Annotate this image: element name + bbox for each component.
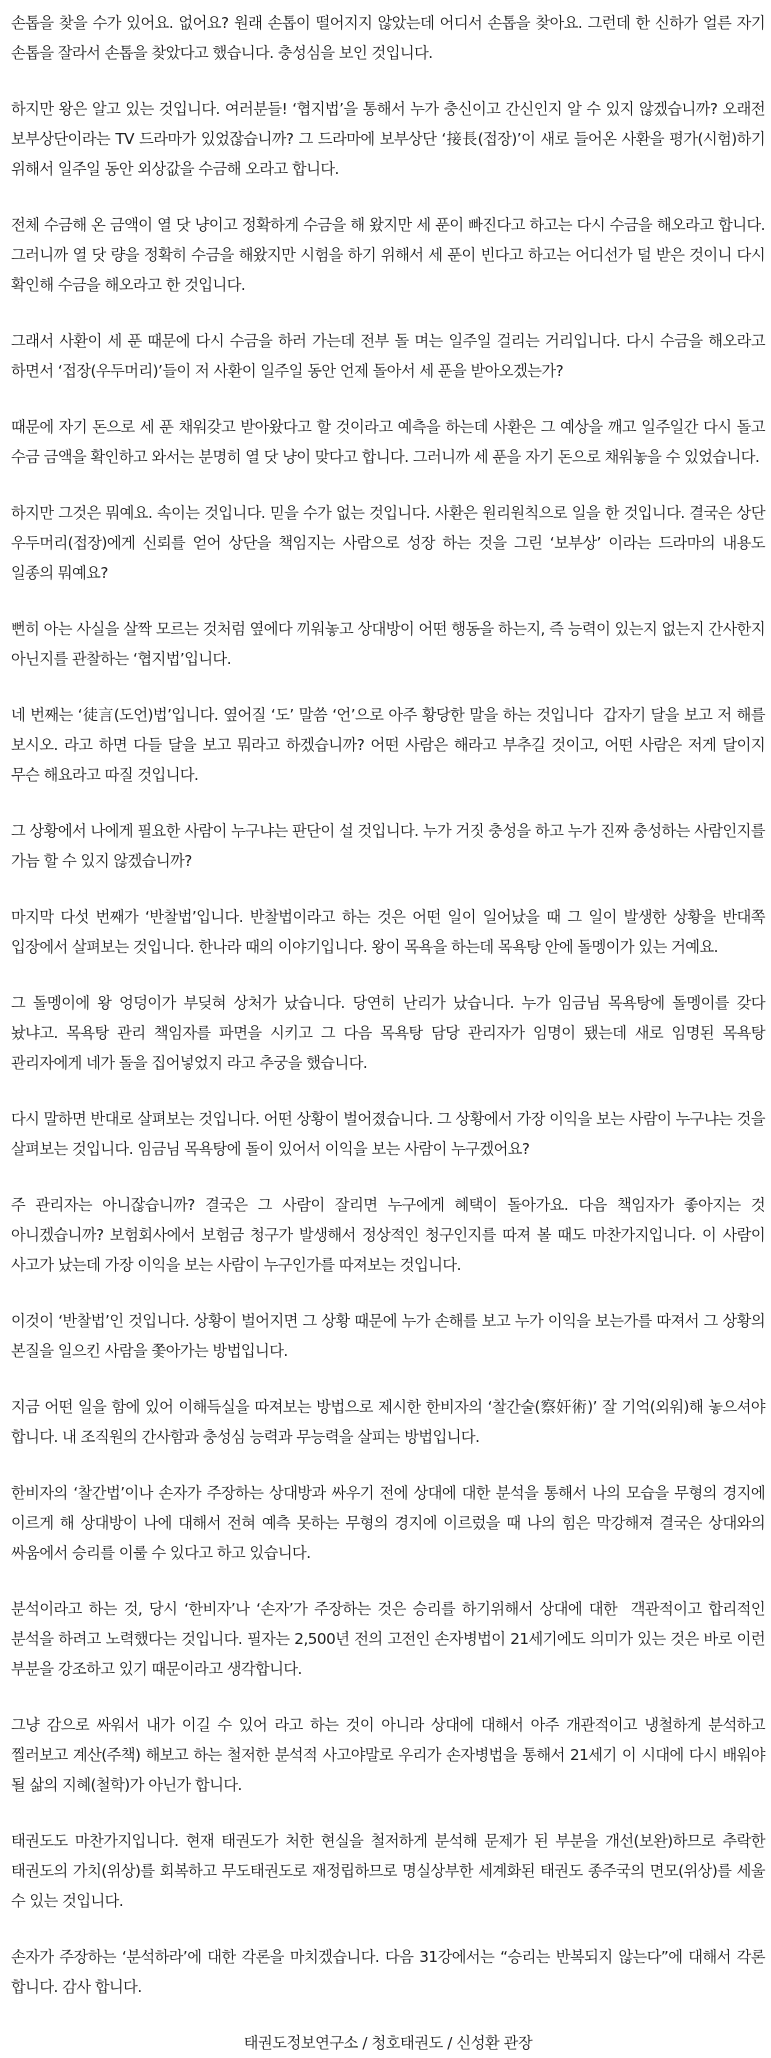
paragraph-17: 분석이라고 하는 것, 당시 ‘한비자’나 ‘손자’가 주장하는 것은 승리를 하기위해서 상대에 대한 객관적이고 합리적인 분석을 하려고 노력했다는 것입니다. 필자는 2,500년 전의 고전인 손자병법이 21세기에도 의미가 있는 것은 바로 이런 부분을 강조하고 있기 때문이라고 생각합니다. [11, 1600, 770, 1678]
paragraph-1: 손톱을 찾을 수가 있어요. 없어요? 원래 손톱이 떨어지지 않았는데 어디서 손톱을 찾아요. 그런데 한 신하가 얼른 자기 손톱을 잘라서 손톱을 찾았다고 했습니다. 충성심을 보인 것입니다. [11, 14, 770, 62]
paragraph-3: 전체 수금해 온 금액이 열 닷 냥이고 정확하게 수금을 해 왔지만 세 푼이 빠진다고 하고는 다시 수금을 해오라고 합니다. 그러니까 열 닷 량을 정확히 수금을 해왔지만 시험을 하기 위해서 세 푼이 빈다고 하고는 어디선가 덜 받은 것이니 다시 확인해 수금을 해오라고 한 것입니다. [11, 216, 770, 294]
author-credit: 태권도정보연구소 / 청호태권도 / 신성환 관장 [243, 2034, 533, 2052]
paragraph-9: 그 상황에서 나에게 필요한 사람이 누구냐는 판단이 설 것입니다. 누가 거짓 충성을 하고 누가 진짜 충성하는 사람인지를 가늠 할 수 있지 않겠습니까? [11, 822, 770, 870]
paragraph-2: 하지만 왕은 알고 있는 것입니다. 여러분들! ‘협지법’을 통해서 누가 충신이고 간신인지 알 수 있지 않겠습니까? 오래전 보부상단이라는 TV 드라마가 있었잖습니까? 그 드라마에 보부상단 ‘接長(접장)’이 새로 들어온 사환을 평가(시험)하기 위해서 일주일 동안 외상값을 수금해 오라고 합니다. [11, 100, 770, 178]
paragraph-12: 다시 말하면 반대로 살펴보는 것입니다. 어떤 상황이 벌어졌습니다. 그 상황에서 가장 이익을 보는 사람이 누구냐는 것을 살펴보는 것입니다. 임금님 목욕탕에 돌이 있어서 이익을 보는 사람이 누구겠어요? [11, 1110, 770, 1158]
paragraph-16: 한비자의 ‘찰간법’이나 손자가 주장하는 상대방과 싸우기 전에 상대에 대한 분석을 통해서 나의 모습을 무형의 경지에 이르게 해 상대방이 나에 대해서 전혀 예측 못하는 무형의 경지에 이르렀을 때 나의 힘은 막강해져 결국은 상대와의 싸움에서 승리를 이룰 수 있다고 하고 있습니다. [11, 1484, 770, 1562]
paragraph-7: 뻔히 아는 사실을 살짝 모르는 것처럼 옆에다 끼워놓고 상대방이 어떤 행동을 하는지, 즉 능력이 있는지 없는지 간사한지 아닌지를 관찰하는 ‘협지법’입니다. [11, 620, 770, 668]
paragraph-19: 태권도도 마찬가지입니다. 현재 태권도가 처한 현실을 철저하게 분석해 문제가 된 부분을 개선(보완)하므로 추락한 태권도의 가치(위상)를 회복하고 무도태권도로 재정립하므로 명실상부한 세계화된 태권도 종주국의 면모(위상)를 세울 수 있는 것입니다. [11, 1832, 770, 1910]
paragraph-20: 손자가 주장하는 ‘분석하라’에 대한 각론을 마치겠습니다. 다음 31강에서는 “승리는 반복되지 않는다”에 대해서 각론 합니다. 감사 합니다. [11, 1948, 770, 1996]
paragraph-14: 이것이 ‘반찰법’인 것입니다. 상황이 벌어지면 그 상황 때문에 누가 손해를 보고 누가 이익을 보는가를 따져서 그 상황의 본질을 일으킨 사람을 쫓아가는 방법입니다. [11, 1312, 770, 1360]
paragraph-6: 하지만 그것은 뭐예요. 속이는 것입니다. 믿을 수가 없는 것입니다. 사환은 원리원칙으로 일을 한 것입니다. 결국은 상단 우두머리(접장)에게 신뢰를 얻어 상단을 책임지는 사람으로 성장 하는 것을 그린 ‘보부상’ 이라는 드라마의 내용도 일종의 뭐예요? [11, 504, 770, 582]
paragraph-10: 마지막 다섯 번째가 ‘반찰법’입니다. 반찰법이라고 하는 것은 어떤 일이 일어났을 때 그 일이 발생한 상황을 반대쪽 입장에서 살펴보는 것입니다. 한나라 때의 이야기입니다. 왕이 목욕을 하는데 목욕탕 안에 돌멩이가 있는 거예요. [11, 908, 770, 956]
paragraph-11: 그 돌멩이에 왕 엉덩이가 부딪혀 상처가 났습니다. 당연히 난리가 났습니다. 누가 임금님 목욕탕에 돌멩이를 갖다 놨냐고. 목욕탕 관리 책임자를 파면을 시키고 그 다음 목욕탕 담당 관리자가 임명이 됐는데 새로 임명된 목욕탕 관리자에게 네가 돌을 집어넣었지 라고 추궁을 했습니다. [11, 994, 770, 1072]
paragraph-4: 그래서 사환이 세 푼 때문에 다시 수금을 하러 가는데 전부 돌 며는 일주일 걸리는 거리입니다. 다시 수금을 해오라고 하면서 ‘접장(우두머리)’들이 저 사환이 일주일 동안 언제 돌아서 세 푼을 받아오겠는가? [11, 332, 770, 380]
paragraph-13: 주 관리자는 아니잖습니까? 결국은 그 사람이 잘리면 누구에게 혜택이 돌아가요. 다음 책임자가 좋아지는 것 아니겠습니까? 보험회사에서 보험금 청구가 발생해서 정상적인 청구인지를 따져 볼 때도 마찬가지입니다. 이 사람이 사고가 났는데 가장 이익을 보는 사람이 누구인가를 따져보는 것입니다. [11, 1196, 770, 1274]
paragraph-15: 지금 어떤 일을 함에 있어 이해득실을 따져보는 방법으로 제시한 한비자의 ‘찰간술(察奸術)’ 잘 기억(외워)해 놓으셔야 합니다. 내 조직원의 간사함과 충성심 능력과 무능력을 살피는 방법입니다. [11, 1398, 770, 1446]
paragraph-8: 네 번째는 ‘徒言(도언)법’입니다. 옆어질 ‘도’ 말씀 ‘언’으로 아주 황당한 말을 하는 것입니다 갑자기 달을 보고 저 해를 보시오. 라고 하면 다들 달을 보고 뭐라고 하겠습니까? 어떤 사람은 해라고 부추길 것이고, 어떤 사람은 저게 달이지 무슨 해요라고 따질 것입니다. [11, 706, 770, 784]
paragraph-5: 때문에 자기 돈으로 세 푼 채워갖고 받아왔다고 할 것이라고 예측을 하는데 사환은 그 예상을 깨고 일주일간 다시 돌고 수금 금액을 확인하고 와서는 분명히 열 닷 냥이 맞다고 합니다. 그러니까 세 푼을 자기 돈으로 채워놓을 수 있었습니다. [11, 418, 770, 466]
paragraph-18: 그냥 감으로 싸워서 내가 이길 수 있어 라고 하는 것이 아니라 상대에 대해서 아주 개관적이고 냉철하게 분석하고 찔러보고 계산(주책) 해보고 하는 철저한 분석적 사고야말로 우리가 손자병법을 통해서 21세기 이 시대에 다시 배워야 될 삶의 지혜(철학)가 아닌가 합니다. [11, 1716, 770, 1794]
